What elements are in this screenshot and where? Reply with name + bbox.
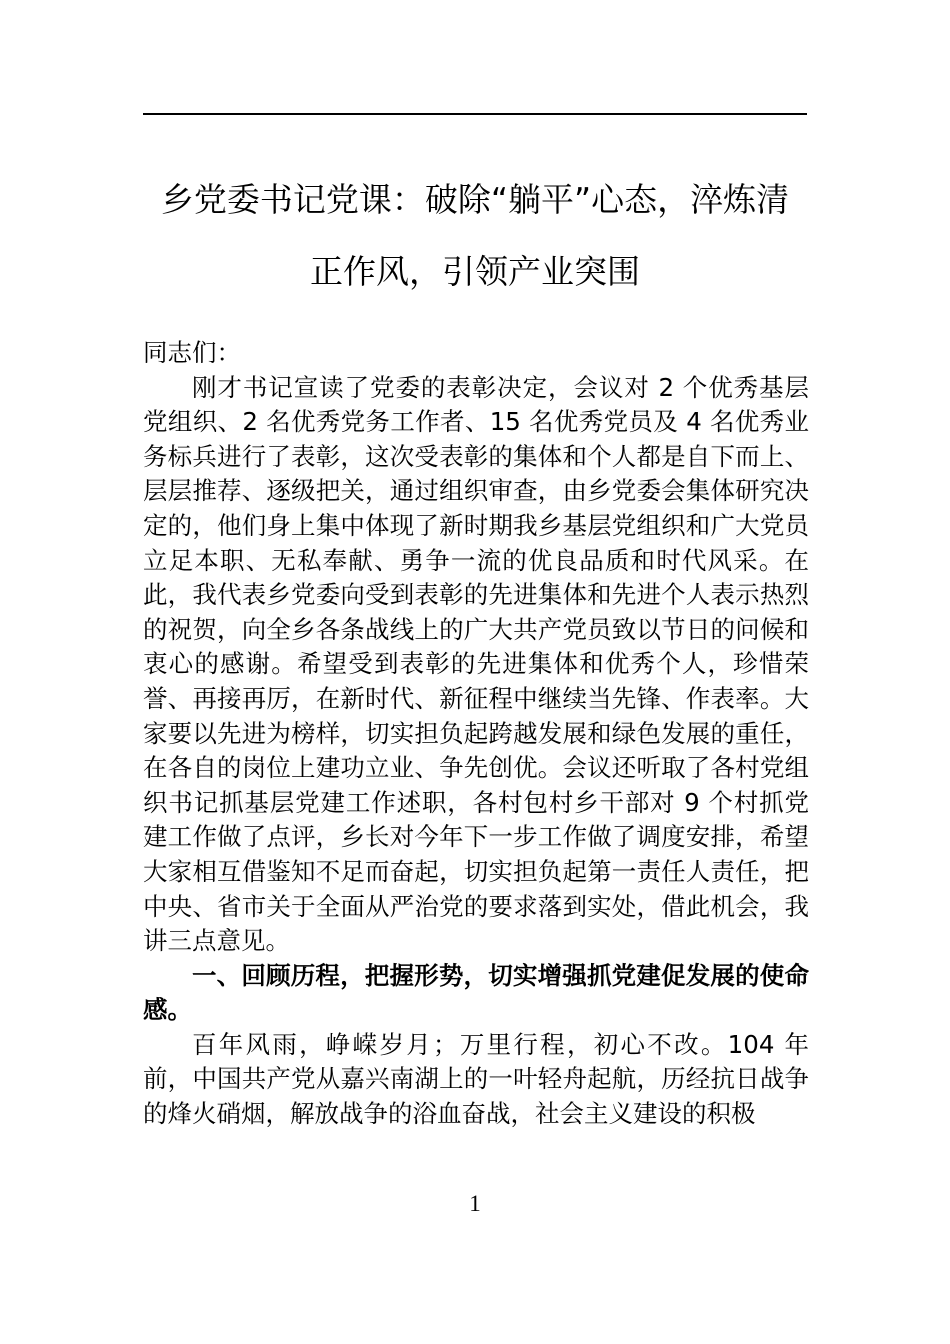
section-heading-1: 一、回顾历程，把握形势，切实增强抓党建促发展的使命感。 [143,960,809,1025]
salutation: 同志们： [143,338,241,367]
page-number: 1 [469,1191,481,1216]
paragraph-2: 百年风雨，峥嵘岁月；万里行程，初心不改。104 年前，中国共产党从嘉兴南湖上的一叶轻舟起航，历经抗日战争的烽火硝烟，解放战争的浴血奋战，社会主义建设的积极 [143,1029,809,1129]
header-rule [143,113,807,115]
title-line-1: 乡党委书记党课：破除“躺平”心态，淬炼清 [160,180,790,219]
paragraph-1: 刚才书记宣读了党委的表彰决定，会议对 2 个优秀基层党组织、2 名优秀党务工作者、15 名优秀党员及 4 名优秀业务标兵进行了表彰，这次受表彰的集体和个人都是自下而上、层层推荐、逐级把关，通过组织审查，由乡党委会集体研究决定的，他们身上集中体现了新时期我乡基层党组织和广大党员立足本职、无私奉献、勇争一流的优良品质和时代风采。在此，我代表乡党委向受到表彰的先进集体和先进个人表示热烈的祝贺，向全乡各条战线上的广大共产党员致以节日的问候和衷心的感谢。希望受到表彰的先进集体和优秀个人，珍惜荣誉、再接再厉，在新时代、新征程中继续当先锋、作表率。大家要以先进为榜样，切实担负起跨越发展和绿色发展的重任，在各自的岗位上建功立业、争先创优。会议还听取了各村党组织书记抓基层党建工作述职，各村包村乡干部对 9 个村抓党建工作做了点评，乡长对今年下一步工作做了调度安排，希望大家相互借鉴知不足而奋起，切实担负起第一责任人责任，把中央、省市关于全面从严治党的要求落到实处，借此机会，我讲三点意见。 [143,372,809,956]
document-title [143,164,807,308]
document-body [143,336,809,1132]
title-line-2: 正作风，引领产业突围 [310,252,640,291]
